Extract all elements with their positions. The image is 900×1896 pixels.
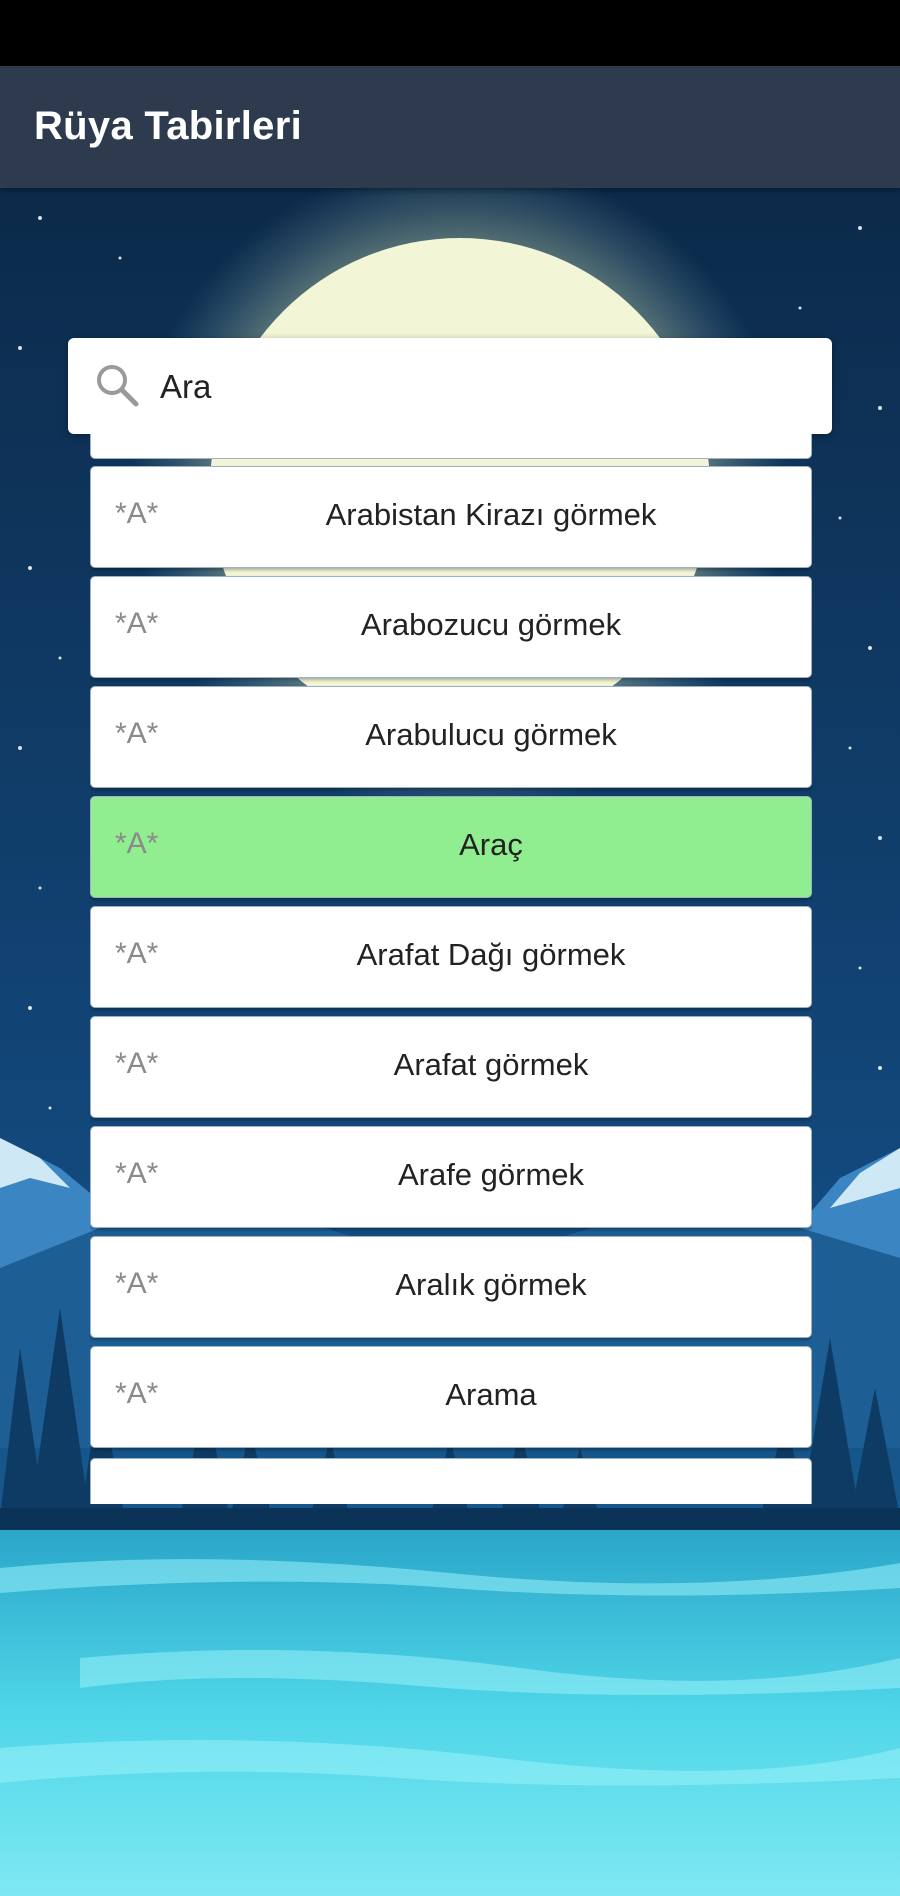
list-item[interactable] — [90, 1346, 812, 1448]
item-letter-tag: *A* — [115, 1047, 159, 1080]
item-title: Araç — [459, 827, 523, 862]
item-title: Arama — [445, 1377, 537, 1412]
app-title: Rüya Tabirleri — [34, 104, 302, 148]
list-item[interactable] — [90, 576, 812, 678]
list-item[interactable] — [90, 906, 812, 1008]
item-title: Arabistan Kirazı görmek — [325, 497, 657, 532]
list-item[interactable] — [90, 686, 812, 788]
item-title: Aralık görmek — [395, 1267, 587, 1302]
result-list[interactable] — [90, 434, 812, 1504]
list-item[interactable] — [90, 1236, 812, 1338]
item-letter-tag: *A* — [115, 1157, 159, 1190]
item-letter-tag: *A* — [115, 717, 159, 750]
item-letter-tag: *A* — [115, 827, 159, 860]
app-bar — [0, 66, 900, 188]
list-item-partial[interactable] — [90, 434, 812, 459]
search-bar[interactable] — [68, 338, 832, 434]
list-item[interactable] — [90, 466, 812, 568]
status-bar — [0, 0, 900, 66]
item-title: Arafat görmek — [393, 1047, 589, 1082]
item-title: Arafe görmek — [397, 1157, 585, 1192]
list-item-partial[interactable] — [90, 1458, 812, 1504]
item-letter-tag: *A* — [115, 1267, 159, 1300]
item-title: Arafat Dağı görmek — [356, 937, 626, 972]
item-letter-tag: *A* — [115, 497, 159, 530]
item-letter-tag: *A* — [115, 607, 159, 640]
list-item-selected[interactable] — [90, 796, 812, 898]
list-item[interactable] — [90, 1016, 812, 1118]
item-title: Arabulucu görmek — [365, 717, 617, 752]
search-input[interactable] — [158, 356, 802, 418]
item-title: Arabozucu görmek — [360, 607, 622, 642]
search-icon — [92, 360, 142, 410]
list-item[interactable] — [90, 1126, 812, 1228]
item-letter-tag: *A* — [115, 937, 159, 970]
item-letter-tag: *A* — [115, 1377, 159, 1410]
